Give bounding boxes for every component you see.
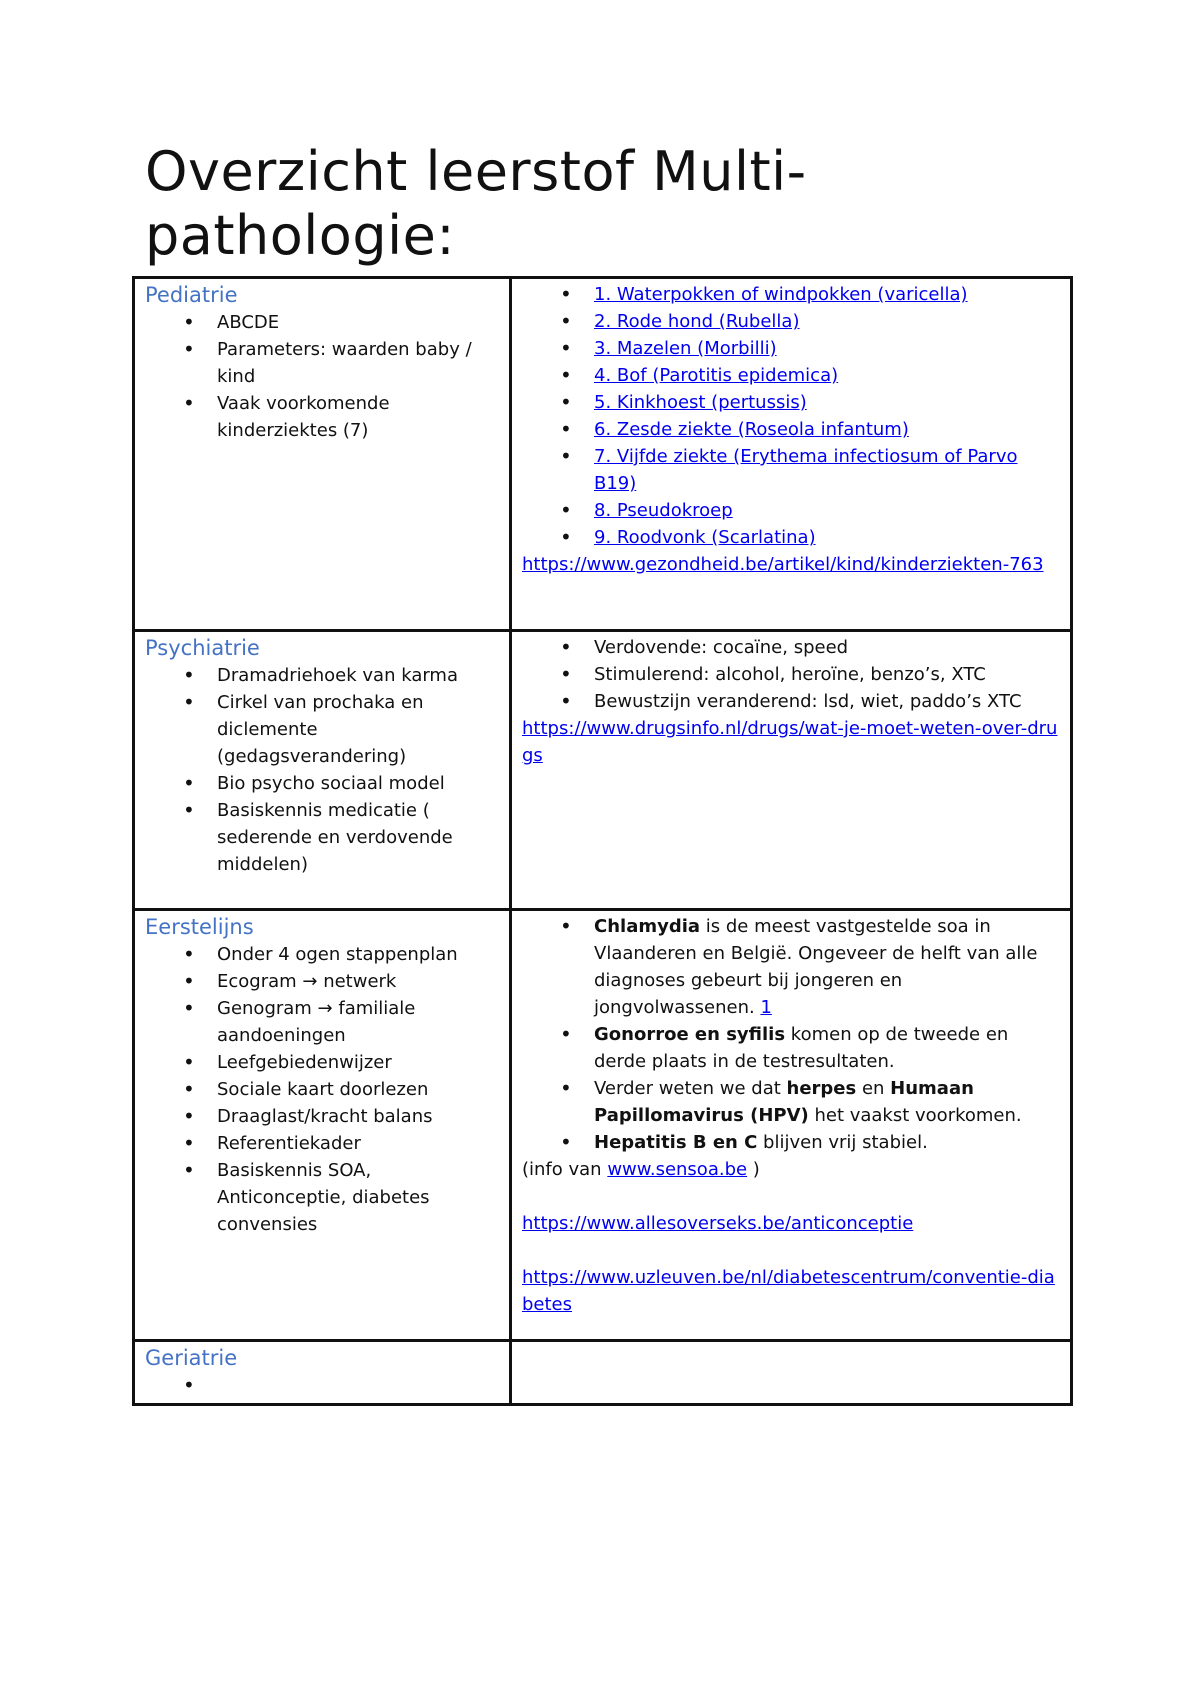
pediatrie-topics: [145, 309, 501, 444]
soa-text: Verder weten we dat: [594, 1078, 787, 1099]
geriatrie-left-cell: [134, 1341, 511, 1405]
list-item: • Basiskennis SOA, Anticonceptie, diabetes convensies: [217, 1157, 501, 1238]
list-item: [594, 1075, 1062, 1129]
soa-term: Gonorroe en syfilis: [594, 1024, 786, 1045]
kinderziekte-link[interactable]: 2. Rode hond (Rubella): [594, 311, 800, 332]
list-item: [594, 362, 1062, 389]
list-item: • Sociale kaart doorlezen: [217, 1076, 501, 1103]
eerstelijns-topics: [145, 941, 501, 1238]
sensoa-link[interactable]: www.sensoa.be: [607, 1159, 748, 1180]
geriatrie-topics: [145, 1372, 501, 1399]
kinderziekte-link[interactable]: 6. Zesde ziekte (Roseola infantum): [594, 419, 909, 440]
info-prefix: (info van: [522, 1159, 608, 1180]
psychiatrie-left-cell: [134, 631, 511, 910]
soa-term: Chlamydia: [594, 916, 701, 937]
table-row: [134, 631, 1072, 910]
list-item: [594, 281, 1062, 308]
list-item: [217, 1372, 501, 1399]
geriatrie-heading: Geriatrie: [145, 1346, 238, 1370]
page-title: Overzicht leerstof Multi-pathologie:: [145, 140, 807, 267]
list-item: • Draaglast/kracht balans: [217, 1103, 501, 1130]
eerstelijns-left-cell: [134, 910, 511, 1341]
list-item: • Bio psycho sociaal model: [217, 770, 501, 797]
psychiatrie-topics: [145, 662, 501, 878]
list-item: • Referentiekader: [217, 1130, 501, 1157]
kinderziekte-link[interactable]: 1. Waterpokken of windpokken (varicella): [594, 284, 968, 305]
pediatrie-right-cell: [511, 278, 1072, 631]
soa-text: blijven vrij stabiel.: [757, 1132, 928, 1153]
list-item: • Bewustzijn veranderend: lsd, wiet, paddo’s XTC: [594, 688, 1062, 715]
psychiatrie-heading: Psychiatrie: [145, 636, 260, 660]
drugs-list: [522, 634, 1062, 715]
footnote-link[interactable]: 1: [760, 997, 772, 1018]
list-item: [594, 1021, 1062, 1075]
soa-text: komen op de tweede en derde plaats in de testresultaten.: [594, 1024, 1009, 1072]
list-item: • Parameters: waarden baby / kind: [217, 336, 501, 390]
table-row: [134, 278, 1072, 631]
list-item: • ABCDE: [217, 309, 501, 336]
list-item: • Verdovende: cocaïne, speed: [594, 634, 1062, 661]
list-item: • Dramadriehoek van karma: [217, 662, 501, 689]
spacer: [522, 1183, 1062, 1210]
soa-text: het vaakst voorkomen.: [808, 1105, 1022, 1126]
list-item: [594, 913, 1062, 1021]
drugsinfo-url-link[interactable]: https://www.drugsinfo.nl/drugs/wat-je-moet-weten-over-drugs: [522, 718, 1058, 766]
list-item: • Genogram → familiale aandoeningen: [217, 995, 501, 1049]
kinderziekte-link[interactable]: 7. Vijfde ziekte (Erythema infectiosum of Parvo B19): [594, 446, 1018, 494]
list-item: [594, 308, 1062, 335]
list-item: • Onder 4 ogen stappenplan: [217, 941, 501, 968]
eerstelijns-heading: Eerstelijns: [145, 915, 254, 939]
soa-term: Hepatitis B en C: [594, 1132, 758, 1153]
table-row: [134, 1341, 1072, 1405]
list-item: [594, 389, 1062, 416]
table-row: [134, 910, 1072, 1341]
list-item: [594, 524, 1062, 551]
geriatrie-right-cell: [511, 1341, 1072, 1405]
eerstelijns-right-cell: [511, 910, 1072, 1341]
spacer: [522, 1237, 1062, 1264]
info-suffix: ): [747, 1159, 760, 1180]
list-item: • Stimulerend: alcohol, heroïne, benzo’s, XTC: [594, 661, 1062, 688]
list-item: [594, 416, 1062, 443]
kinderziekte-link[interactable]: 9. Roodvonk (Scarlatina): [594, 527, 816, 548]
pediatrie-left-cell: [134, 278, 511, 631]
gezondheid-url-link[interactable]: https://www.gezondheid.be/artikel/kind/kinderziekten-763: [522, 554, 1044, 575]
list-item: • Leefgebiedenwijzer: [217, 1049, 501, 1076]
kinderziekten-list: [522, 281, 1062, 551]
list-item: • Vaak voorkomende kinderziektes (7): [217, 390, 501, 444]
soa-text: is de meest vastgestelde soa in Vlaanderen en België. Ongeveer de helft van alle diagnoses gebeurt bij jongeren en jongvolwassenen.: [594, 916, 1038, 1018]
uzleuven-url-link[interactable]: https://www.uzleuven.be/nl/diabetescentrum/conventie-diabetes: [522, 1267, 1055, 1315]
kinderziekte-link[interactable]: 4. Bof (Parotitis epidemica): [594, 365, 839, 386]
list-item: [594, 443, 1062, 497]
kinderziekte-link[interactable]: 3. Mazelen (Morbilli): [594, 338, 777, 359]
list-item: • Ecogram → netwerk: [217, 968, 501, 995]
list-item: [594, 497, 1062, 524]
kinderziekte-link[interactable]: 5. Kinkhoest (pertussis): [594, 392, 807, 413]
allesoverseks-url-link[interactable]: https://www.allesoverseks.be/anticonceptie: [522, 1213, 914, 1234]
soa-term: herpes: [786, 1078, 857, 1099]
soa-text: en: [856, 1078, 891, 1099]
list-item: • Cirkel van prochaka en diclemente (gedagsverandering): [217, 689, 501, 770]
list-item: [594, 1129, 1062, 1156]
list-item: [594, 335, 1062, 362]
pediatrie-heading: Pediatrie: [145, 283, 238, 307]
leerstof-table: [132, 276, 1073, 1406]
soa-term: Humaan Papillomavirus (HPV): [594, 1078, 974, 1126]
kinderziekte-link[interactable]: 8. Pseudokroep: [594, 500, 733, 521]
psychiatrie-right-cell: [511, 631, 1072, 910]
soa-list: [522, 913, 1062, 1156]
list-item: • Basiskennis medicatie ( sederende en verdovende middelen): [217, 797, 501, 878]
